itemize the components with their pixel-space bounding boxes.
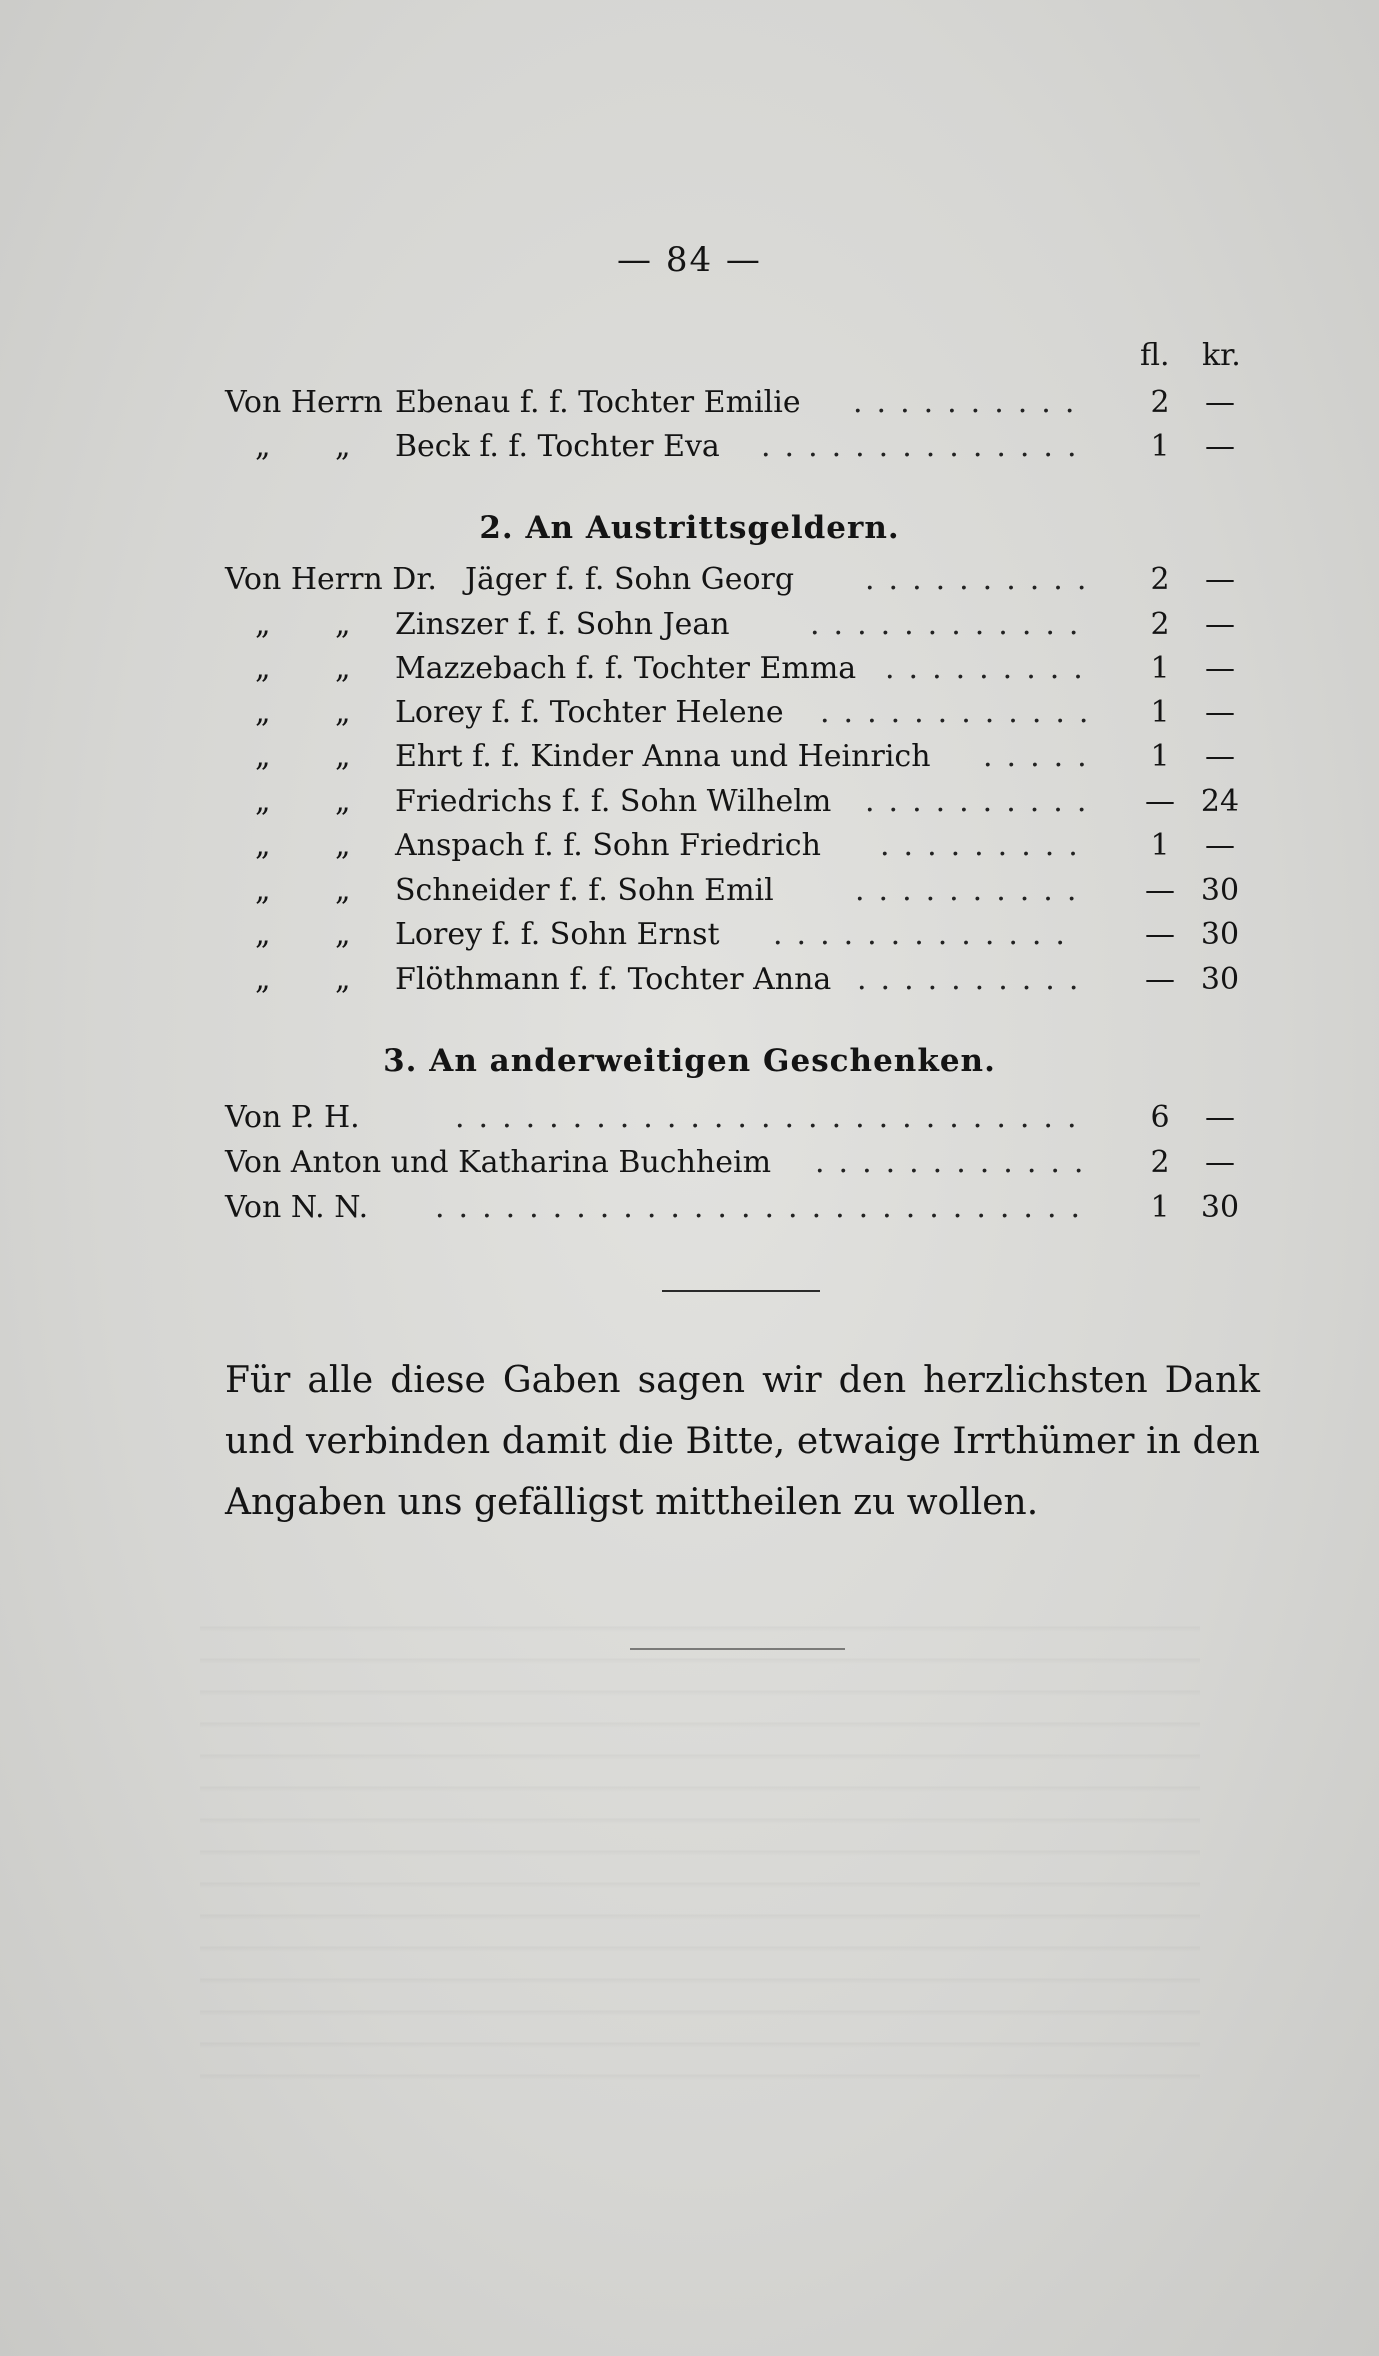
- ditto-mark: „: [255, 651, 271, 686]
- ditto-mark: „: [335, 651, 351, 686]
- row-kr: —: [1205, 1145, 1235, 1180]
- ditto-mark: „: [335, 784, 351, 819]
- ditto-mark: „: [255, 828, 271, 863]
- ledger-row: [225, 959, 1240, 1001]
- row-fl: 1: [1150, 1190, 1170, 1225]
- row-text: Ebenau f. f. Tochter Emilie: [395, 385, 801, 420]
- row-fl: —: [1145, 784, 1175, 819]
- row-fl: 6: [1150, 1100, 1170, 1135]
- ledger-row: [225, 1187, 1240, 1229]
- leader-dots: ...........................: [455, 1100, 1091, 1135]
- section-heading: 3. An anderweitigen Geschenken.: [383, 1043, 996, 1079]
- section-heading: 2. An Austrittsgeldern.: [479, 510, 900, 546]
- row-fl: 2: [1150, 607, 1170, 642]
- row-fl: 2: [1150, 1145, 1170, 1180]
- leader-dots: .............: [773, 917, 1079, 952]
- row-text: Beck f. f. Tochter Eva: [395, 429, 720, 464]
- row-kr: —: [1205, 828, 1235, 863]
- ditto-mark: „: [335, 695, 351, 730]
- closing-line: Für alle diese Gaben sagen wir den herzlichsten Dank: [225, 1360, 1260, 1401]
- ditto-mark: „: [335, 429, 351, 464]
- leader-dots: ..........: [865, 562, 1101, 597]
- ditto-mark: „: [255, 429, 271, 464]
- row-kr: —: [1205, 695, 1235, 730]
- show-through-texture: [200, 1600, 1200, 2100]
- ditto-mark: „: [335, 739, 351, 774]
- ledger-row: [225, 604, 1240, 646]
- row-fl: 2: [1150, 562, 1170, 597]
- ledger-row: [225, 426, 1240, 468]
- row-text: Jäger f. f. Sohn Georg: [465, 562, 795, 597]
- row-fl: —: [1145, 917, 1175, 952]
- leader-dots: ..........: [853, 385, 1089, 420]
- row-text: Lorey f. f. Sohn Ernst: [395, 917, 720, 952]
- row-kr: —: [1205, 1100, 1235, 1135]
- leader-dots: ............: [810, 607, 1093, 642]
- currency-kr-label: kr.: [1202, 338, 1241, 373]
- row-text: Lorey f. f. Tochter Helene: [395, 695, 784, 730]
- row-fl: 1: [1150, 695, 1170, 730]
- ditto-mark: „: [335, 828, 351, 863]
- row-kr: —: [1205, 651, 1235, 686]
- ditto-mark: „: [335, 873, 351, 908]
- row-kr: —: [1205, 385, 1235, 420]
- ledger-row: [225, 648, 1240, 690]
- closing-paragraph: [225, 1350, 1260, 1533]
- row-fl: 1: [1150, 739, 1170, 774]
- ledger-row: [225, 1097, 1240, 1139]
- ledger-row: [225, 914, 1240, 956]
- row-text: Schneider f. f. Sohn Emil: [395, 873, 774, 908]
- row-kr: —: [1205, 739, 1235, 774]
- row-fl: 2: [1150, 385, 1170, 420]
- row-text: Von N. N.: [225, 1190, 369, 1225]
- row-prefix: Von Herrn: [225, 385, 383, 420]
- row-text: Ehrt f. f. Kinder Anna und Heinrich: [395, 739, 931, 774]
- ledger-row: [225, 559, 1240, 601]
- leader-dots: ..........: [857, 962, 1093, 997]
- ledger-row: [225, 781, 1240, 823]
- row-text: Anspach f. f. Sohn Friedrich: [395, 828, 821, 863]
- row-prefix: Von Herrn Dr.: [225, 562, 437, 597]
- currency-fl-label: fl.: [1140, 338, 1170, 373]
- ditto-mark: „: [335, 917, 351, 952]
- row-kr: 30: [1200, 962, 1240, 997]
- ditto-mark: „: [255, 917, 271, 952]
- row-kr: —: [1205, 607, 1235, 642]
- row-text: Flöthmann f. f. Tochter Anna: [395, 962, 832, 997]
- ditto-mark: „: [335, 962, 351, 997]
- ditto-mark: „: [255, 962, 271, 997]
- ditto-mark: „: [255, 873, 271, 908]
- faint-rule: [630, 1648, 845, 1650]
- leader-dots: ............: [815, 1145, 1098, 1180]
- divider-rule: [662, 1290, 820, 1292]
- row-fl: 1: [1150, 651, 1170, 686]
- leader-dots: .........: [885, 651, 1097, 686]
- leader-dots: ..........: [865, 784, 1101, 819]
- row-kr: —: [1205, 429, 1235, 464]
- row-text: Mazzebach f. f. Tochter Emma: [395, 651, 857, 686]
- row-fl: 1: [1150, 429, 1170, 464]
- leader-dots: ..............: [761, 429, 1091, 464]
- ledger-row: [225, 1142, 1240, 1184]
- row-kr: 30: [1200, 1190, 1240, 1225]
- ditto-mark: „: [255, 739, 271, 774]
- row-kr: —: [1205, 562, 1235, 597]
- row-kr: 30: [1200, 917, 1240, 952]
- leader-dots: ..........: [855, 873, 1091, 908]
- row-text: Von Anton und Katharina Buchheim: [225, 1145, 772, 1180]
- ledger-row: [225, 692, 1240, 734]
- ledger-row: [225, 382, 1240, 424]
- leader-dots: ............: [820, 695, 1103, 730]
- row-text: Von P. H.: [225, 1100, 360, 1135]
- leader-dots: .........: [880, 828, 1092, 863]
- page-number: — 84 —: [617, 240, 762, 280]
- ledger-row: [225, 736, 1240, 778]
- ditto-mark: „: [255, 784, 271, 819]
- leader-dots: ............................: [435, 1190, 1095, 1225]
- row-kr: 24: [1200, 784, 1240, 819]
- closing-line: Angaben uns gefälligst mittheilen zu wollen.: [225, 1482, 1039, 1523]
- row-text: Friedrichs f. f. Sohn Wilhelm: [395, 784, 832, 819]
- row-kr: 30: [1200, 873, 1240, 908]
- row-text: Zinszer f. f. Sohn Jean: [395, 607, 730, 642]
- ditto-mark: „: [335, 607, 351, 642]
- row-fl: 1: [1150, 828, 1170, 863]
- closing-line: und verbinden damit die Bitte, etwaige Irrthümer in den: [225, 1421, 1260, 1462]
- ledger-row: [225, 825, 1240, 867]
- row-fl: —: [1145, 962, 1175, 997]
- ledger-row: [225, 870, 1240, 912]
- leader-dots: .....: [983, 739, 1101, 774]
- ditto-mark: „: [255, 607, 271, 642]
- ditto-mark: „: [255, 695, 271, 730]
- row-fl: —: [1145, 873, 1175, 908]
